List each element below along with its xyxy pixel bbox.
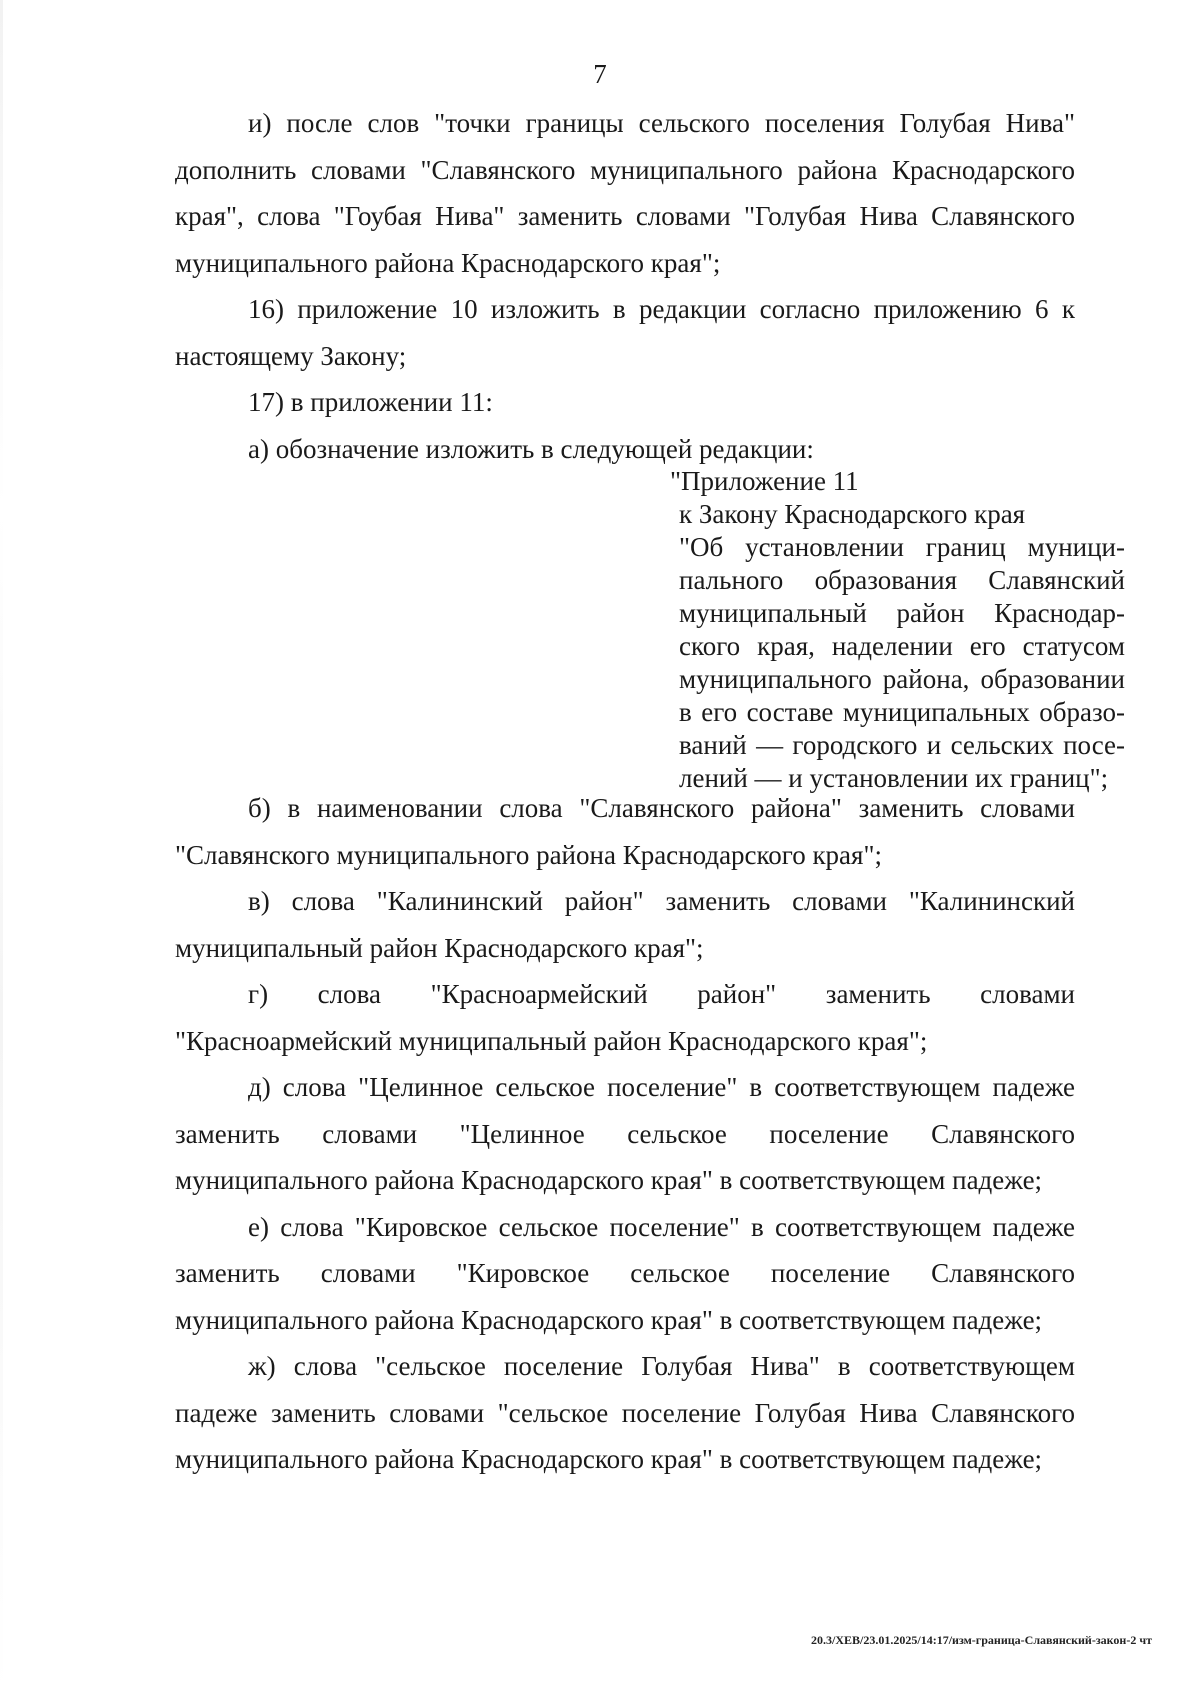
appendix-law-reference: к Закону Краснодарского края	[679, 499, 1026, 529]
paragraph-i: и) после слов "точки границы сельского поселения Голубая Нива" дополнить словами "Славянского муниципального района Краснодарского края", слова "Гоубая Нива" заменить словами "Голубая Нива Славянского муниципального района Краснодарского края";	[175, 108, 1075, 278]
paragraph-v: в) слова "Калининский район" заменить словами "Калининский муниципальный район Краснодарского края";	[175, 886, 1075, 963]
paragraph-17: 17) в приложении 11:	[248, 387, 493, 417]
page-number: 7	[593, 59, 607, 89]
body-text-top	[175, 100, 1075, 472]
paragraph-a: а) обозначение изложить в следующей редакции:	[248, 433, 814, 464]
document-footer-code: 20.3/ХЕВ/23.01.2025/14:17/изм-граница-Славянский-закон-2 чт	[811, 1633, 1152, 1647]
appendix-title: "Приложение 11	[670, 466, 859, 496]
paragraph-b: б) в наименовании слова "Славянского района" заменить словами "Славянского муниципального района Краснодарского края";	[175, 793, 1075, 870]
paragraph-16: 16) приложение 10 изложить в редакции согласно приложению 6 к настоящему Закону;	[175, 294, 1075, 371]
paragraph-g: г) слова "Красноармейский район" заменить словами "Красноармейский муниципальный район Краснодарского края";	[175, 979, 1075, 1056]
paragraph-zh: ж) слова "сельское поселение Голубая Нива" в соответствующем падеже заменить словами "сельское поселение Голубая Нива Славянского муниципального района Краснодарского края" в соответствующем падеже;	[175, 1351, 1075, 1474]
body-text-bottom	[175, 785, 1075, 1483]
appendix-law-name: "Об установлении границ муниципального образования Славянский муниципальный район Краснодарского края, наделении его статусом муниципального района, образовании в его составе муниципальных образований — городского и сельских поселений — и установлении их границ";	[679, 532, 1125, 793]
paragraph-e: е) слова "Кировское сельское поселение" в соответствующем падеже заменить словами "Кировское сельское поселение Славянского муниципального района Краснодарского края" в соответствующем падеже;	[175, 1211, 1075, 1335]
scan-edge	[0, 0, 3, 1697]
appendix-designation-block	[670, 465, 1125, 795]
paragraph-d: д) слова "Целинное сельское поселение" в соответствующем падеже заменить словами "Целинное сельское поселение Славянского муниципального района Краснодарского края" в соответствующем падеже;	[175, 1072, 1075, 1195]
